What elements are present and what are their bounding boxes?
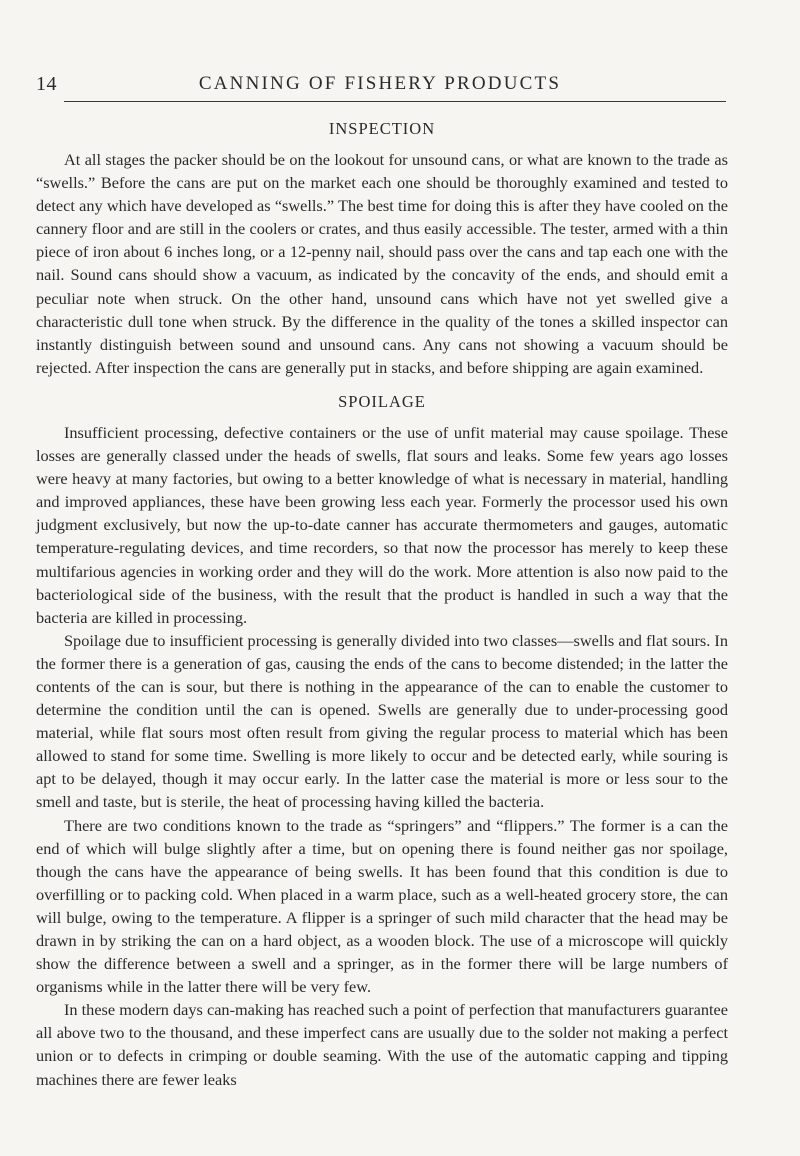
page-body (36, 118, 728, 1091)
section-heading-inspection: INSPECTION (328, 119, 436, 138)
running-title: CANNING OF FISHERY PRODUCTS (198, 73, 562, 94)
spoilage-paragraph-4: In these modern days can-making has reached such a point of perfection that manufacturers guarantee all above two to the thousand, and these imperfect cans are usually due to the solder not making a perfect union or to defects in crimping or double seaming. With the use of the automatic capping and tipping machines there are fewer leaks (36, 1000, 728, 1089)
spoilage-paragraph-3: There are two conditions known to the trade as “springers” and “flippers.” The former is a can the end of which will bulge slightly after a time, but on opening there is found neither gas nor spoilage, though the cans have the appearance of being swells. It has been found that this condition is due to overfilling or to packing cold. When placed in a warm place, such as a well-heated grocery store, the can will bulge, owing to the temperature. A flipper is a springer of such mild character that the head may be drawn in by striking the can on a hard object, as a wooden block. The use of a microscope will quickly show the difference between a swell and a springer, as in the former there will be large numbers of organisms while in the latter there will be very few. (36, 815, 728, 997)
spoilage-paragraph-1: Insufficient processing, defective containers or the use of unfit material may cause spoilage. These losses are generally classed under the heads of swells, flat sours and leaks. Some few years ago losses were heavy at many factories, but owing to a better knowledge of what is necessary in material, handling and improved appliances, these have been growing less each year. Formerly the processor used his own judgment exclusively, but now the up-to-date canner has accurate thermometers and gauges, automatic temperature-regulating devices, and time recorders, so that now the processor has merely to keep these multifarious agencies in working order and they will do the work. More attention is also now paid to the bacteriological side of the business, with the result that the product is handled in such a way that the bacteria are killed in processing. (36, 422, 728, 627)
page-number: 14 (36, 73, 57, 95)
section-heading-spoilage: SPOILAGE (338, 391, 426, 411)
header-rule (64, 101, 726, 102)
spoilage-paragraph-2: Spoilage due to insufficient processing is generally divided into two classes—swells and flat sours. In the former there is a generation of gas, causing the ends of the cans to become distended; in the latter the contents of the can is sour, but there is nothing in the appearance of the can to enable the customer to determine the condition until the can is opened. Swells are generally due to under-processing good material, while flat sours most often result from giving the regular process to material which has been allowed to stand for some time. Swelling is more likely to occur and be detected early, while souring is apt to be delayed, though it may occur early. In the latter case the material is more or less sour to the smell and taste, but is sterile, the heat of processing having killed the bacteria. (36, 630, 728, 812)
inspection-paragraph: At all stages the packer should be on the lookout for unsound cans, or what are known to the trade as “swells.” Before the cans are put on the market each one should be thoroughly examined and tested to detect any which have developed as “swells.” The best time for doing this is after they have cooled on the cannery floor and are still in the coolers or crates, and thus easily accessible. The tester, armed with a thin piece of iron about 6 inches long, or a 12-penny nail, should pass over the cans and tap each one with the nail. Sound cans should show a vacuum, as indicated by the concavity of the ends, and should emit a peculiar note when struck. On the other hand, unsound cans which have not yet swelled give a characteristic dull tone when struck. By the difference in the quality of the tones a skilled inspector can instantly distinguish between sound and unsound cans. Any cans not showing a vacuum should be rejected. After inspection the cans are generally put in stacks, and before shipping are again examined. (36, 150, 728, 377)
